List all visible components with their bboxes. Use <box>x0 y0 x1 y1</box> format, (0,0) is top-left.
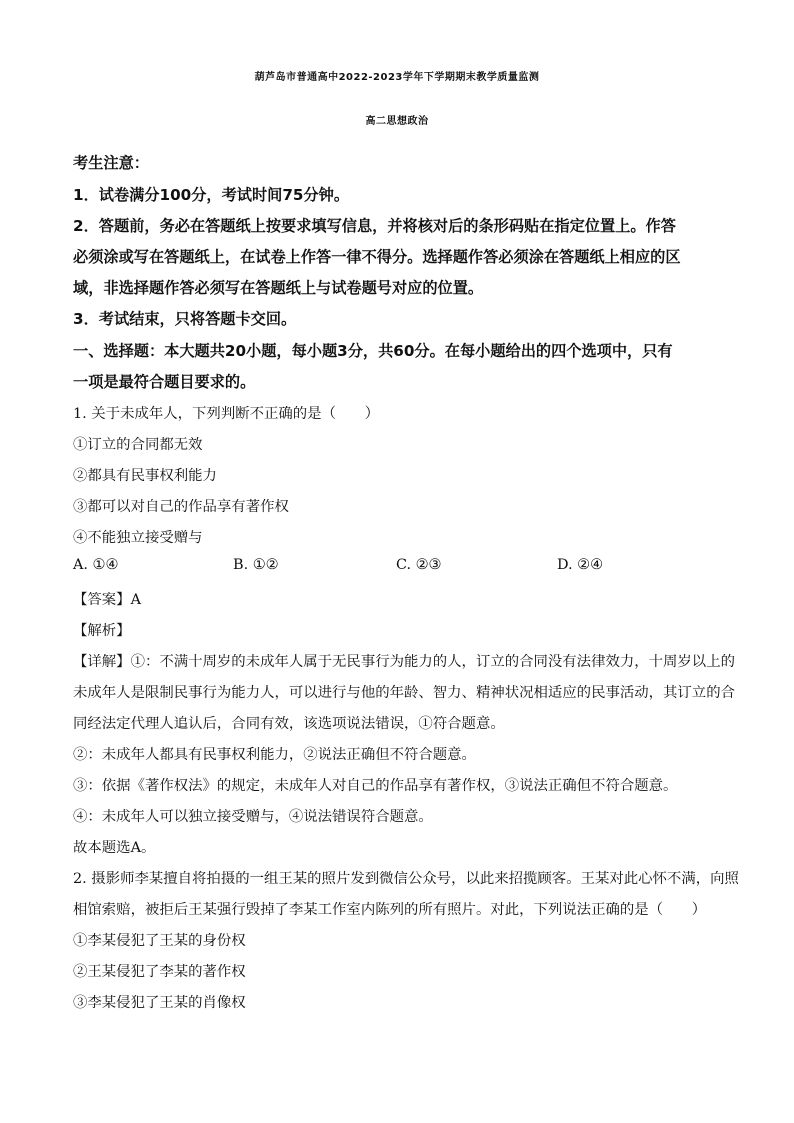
q1-statement-1: ①订立的合同都无效 <box>73 437 203 453</box>
q2-statement-2: ②王某侵犯了李某的著作权 <box>73 964 246 980</box>
q2-statement-1: ①李某侵犯了王某的身份权 <box>73 933 246 949</box>
notice-item-1: 1．试卷满分100分，考试时间75分钟。 <box>73 186 350 204</box>
q1-statement-4: ④不能独立接受赠与 <box>73 530 203 546</box>
q1-option-c: C. ②③ <box>396 557 442 573</box>
notice-item-3: 3．考试结束，只将答题卡交回。 <box>73 310 297 328</box>
notice-item-2-line-2: 必须涂或写在答题纸上，在试卷上作答一律不得分。选择题作答必须涂在答题纸上相应的区 <box>73 248 681 266</box>
q1-detail-line-2: 未成年人是限制民事行为能力人，可以进行与他的年龄、智力、精神状况相适应的民事活动，其订立的合 <box>73 685 735 701</box>
q1-option-a: A. ①④ <box>73 557 119 573</box>
exam-subtitle: 高二思想政治 <box>365 116 429 127</box>
q2-stem-line-1: 2. 摄影师李某擅自将拍摄的一组王某的照片发到微信公众号，以此来招揽顾客。王某对此心怀不满，向照 <box>73 871 739 887</box>
section-heading-line-2: 一项是最符合题目要求的。 <box>73 373 256 391</box>
notice-heading: 考生注意： <box>73 154 149 172</box>
q1-statement-2: ②都具有民事权利能力 <box>73 468 217 484</box>
q1-stem: 1. 关于未成年人，下列判断不正确的是（ ） <box>73 406 380 422</box>
q1-detail-line-3: 同经法定代理人追认后，合同有效，该选项说法错误，①符合题意。 <box>73 716 505 732</box>
q1-detail-line-6: ④：未成年人可以独立接受赠与，④说法错误符合题意。 <box>73 809 433 825</box>
q1-option-d: D. ②④ <box>557 557 603 573</box>
q2-statement-3: ③李某侵犯了王某的肖像权 <box>73 995 246 1011</box>
q1-answer: 【答案】A <box>73 592 141 608</box>
exam-title: 葫芦岛市普通高中2022-2023学年下学期期末教学质量监测 <box>254 72 540 83</box>
q1-option-b: B. ①② <box>233 557 279 573</box>
q1-analysis-label: 【解析】 <box>73 623 131 639</box>
notice-item-2-line-1: 2．答题前，务必在答题纸上按要求填写信息，并将核对后的条形码贴在指定位置上。作答 <box>73 217 676 235</box>
q1-detail-line-1: 【详解】①：不满十周岁的未成年人属于无民事行为能力的人，订立的合同没有法律效力，十周岁以上的 <box>73 654 735 670</box>
q1-conclusion: 故本题选A。 <box>73 840 156 856</box>
q1-statement-3: ③都可以对自己的作品享有著作权 <box>73 499 289 515</box>
q2-stem-line-2: 相馆索赔，被拒后王某强行毁掉了李某工作室内陈列的所有照片。对此，下列说法正确的是（ ） <box>73 902 707 918</box>
notice-item-2-line-3: 域，非选择题作答必须写在答题纸上与试卷题号对应的位置。 <box>73 279 484 297</box>
q1-detail-line-4: ②：未成年人都具有民事权利能力，②说法正确但不符合题意。 <box>73 747 476 763</box>
q1-detail-line-5: ③：依据《著作权法》的规定，未成年人对自己的作品享有著作权，③说法正确但不符合题意。 <box>73 778 678 794</box>
section-heading-line-1: 一、选择题：本大题共20小题，每小题3分，共60分。在每小题给出的四个选项中，只有 <box>73 342 673 360</box>
